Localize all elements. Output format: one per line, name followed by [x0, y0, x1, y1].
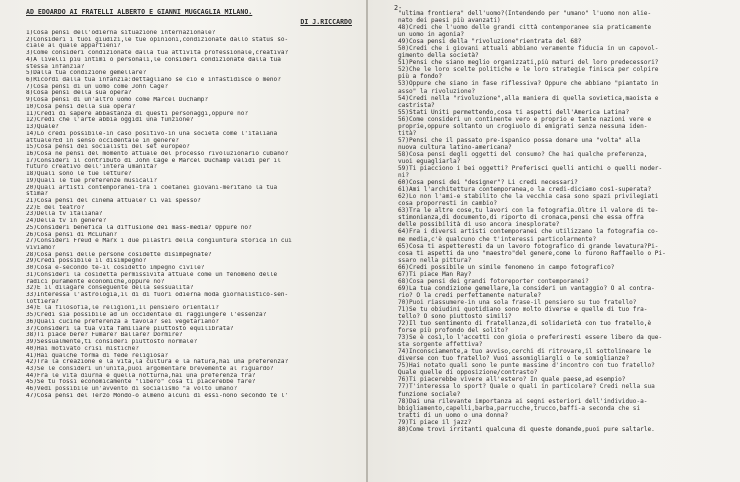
text-line: 78)Dai una rilevante importanza ai segni esteriori dell'individuo-a- [398, 397, 648, 405]
text-line: 14)Lo credi possibile-in caso positivo-in una società come l'italiana [26, 130, 278, 137]
text-line: 60)Cosa pensi dei "designer"? Li credi necessari? [398, 179, 578, 187]
text-line: 20)Quali artisti contemporanei-tra i coetanei giovani-meritano la tua [26, 184, 278, 191]
text-line: 76)Ti piacerebbe vivere all'estero? In quale paese,ad esempio? [398, 376, 626, 384]
text-line: 45)Se tu fossi economicamente "libero" cosa ti piacerebbe fare? [26, 379, 256, 386]
text-line: 29)Credi possibile il disimpegno? [26, 258, 147, 265]
text-line: ssaro nella pittura? [398, 256, 472, 264]
question-list-left [26, 30, 360, 400]
text-line: 37)Consideri la tua vita familiare piuttosto equilibrata? [26, 325, 234, 332]
text-line: 3)Come consideri condizionate dalla tua attività professionale,creativa? [26, 50, 289, 57]
text-line: me media,c'è qualcuno che t'interessi particolarmente? [398, 235, 597, 243]
text-line: funzione sociale? [398, 390, 461, 398]
text-line: un uomo in agonia? [398, 31, 465, 39]
text-line: 65)Cosa ti aspetteresti da un lavoro fotografico di grande levatura?Pi- [398, 242, 659, 250]
text-line: 15)Cosa pensi dei socialisti del set europeo? [26, 144, 190, 151]
text-line: 26)Cosa pensi di McLuhan? [26, 231, 118, 238]
text-line: 46)Vedi possibile un'avvento di socialismo "a volto umano? [26, 386, 238, 393]
text-line: 42)Tra la creazione e la vita,la cultura e la natura,hai una preferenza? [26, 359, 289, 366]
text-line: 32)E il dilagare conseguente della sessualità? [26, 285, 194, 292]
text-line: 75)Hai notato quali sono le punte massime d'incontro con tuo fratello? [398, 362, 655, 370]
text-line: 61)Ami l'architettura contemporanea,o la credi-diciamo così-superata? [398, 186, 652, 194]
text-line: 1)Cosa pensi dell'odierna situazione internazionale? [26, 30, 216, 36]
text-line: 6)Ricordi dalla tua infanzia:dettagliano se ciò è infastidisce o meno? [26, 77, 281, 84]
text-line: futuro creativo dell'intera umanità? [26, 164, 158, 171]
text-line: gimento della società? [398, 52, 479, 60]
text-line: 39)Sessualmente,ti consideri piuttosto normale? [26, 339, 198, 346]
text-line: stimonianza,di documento,di riporto di cronaca,pensi che essa offra [398, 214, 644, 222]
text-line: nato dei paesi più avanzati) [398, 17, 501, 25]
text-line: 38)Ti piace bere? Fumare? Ballare? Dormire? [26, 332, 183, 339]
text-line: 17)Consideri il contributo di John Cage e Marcel Duchamp validi per il [26, 157, 281, 164]
text-line: 62)Lo non l'ami-e stabilito che la vecchia casa sono spazi privilegiati [398, 193, 659, 201]
text-line: 12)Credi che l'arte abbia oggidì una funzione? [26, 117, 194, 124]
text-line: 23)Della tv italiana? [26, 211, 103, 218]
text-line: vuoi eguagliarla? [398, 157, 461, 165]
text-line: 67)Ti piace Man Ray? [398, 270, 472, 278]
left-page [0, 0, 366, 482]
text-line: 2)Consideri i tuoi giudizi,le tue opinioni,condizionate dallo status so- [26, 36, 289, 43]
text-line: castrista? [398, 101, 435, 109]
text-line: più a fondo? [398, 73, 443, 81]
text-line: 49)Cosa pensi della "rivoluzione"rientrata del 68? [398, 38, 582, 46]
text-line: 70)Puoi riassumere-in una sola frase-il pensiero su tuo fratello? [398, 298, 637, 306]
text-line: 33)Interessa l'astrologia,il di di fuori odierna moda giornalistico-sen- [26, 292, 289, 299]
text-line: 25)Consideri benefica la diffusione dei mass-media? Oppure no? [26, 224, 252, 231]
text-line: 27)Consideri Freud e Marx i due pilastri della congiuntura storica in cui [26, 238, 292, 245]
text-line: 43)Se le consideri un'unità,puoi argomentare brevemente al riguardo? [26, 365, 274, 372]
text-line: 48)Credi che l'uomo delle grandi città contemporanee sia praticamente [398, 24, 652, 32]
text-line: 64)Fra i diversi artisti contemporanei che utilizzano la fotografia co- [398, 228, 659, 236]
text-line: 16)Cosa ne pensi del momento attuale del processo rivoluzionario cubano? [26, 150, 289, 157]
text-line: 10)Cosa pensi della sua opera? [26, 103, 136, 110]
text-line: proprie,oppure soltanto un crogiuolo di emigrati senza nessuna iden- [398, 122, 648, 130]
text-line: ni? [398, 172, 410, 180]
text-line: delle possibilità di uso ancora inesplorate? [398, 221, 560, 229]
text-line: 7)Cosa pensi di un uomo come John Cage? [26, 83, 168, 90]
text-line: 22)E del teatro? [26, 204, 85, 211]
text-line: 8)Cosa pensi della sua opera? [26, 90, 132, 97]
text-line: 52)Che le loro scelte politiche e le loro strategie finisca per colpire [398, 66, 659, 74]
text-line: 18)Quali sono le tue letture? [26, 171, 132, 178]
text-line: 34)E la filosofia,le religioni,il pensiero orientali? [26, 305, 219, 312]
text-line: 68)Cosa pensi dei grandi fotoreporter contemporanei? [398, 277, 589, 285]
text-line: forse più profondo del solito? [398, 327, 509, 335]
text-line: viviamo? [26, 245, 56, 251]
text-line: 40)Hai motivato crisi mistiche? [26, 345, 139, 352]
text-line: 21)Cosa pensi del cinema attuale? Ci vai spesso? [26, 197, 201, 204]
text-line: 13)Quale? [26, 124, 59, 131]
text-line: 79)Ti piace il jazz? [398, 418, 472, 426]
text-line: stessa infanzia? [26, 63, 85, 70]
text-line: 53)Oppure che siano in fase riflessiva? Oppure che abbiano "piantato in [398, 80, 659, 88]
text-line: diverse con tuo fratello? Vuoi assomigliargli o le somiglianze? [398, 355, 630, 363]
text-line: 57)Pensi che il passato pre-ispanico possa donare una "volta" alla [398, 136, 641, 144]
text-line: 44)Fra le vita diurna e quella notturna,hai una preferenza fra? [26, 372, 256, 379]
text-line: 80)Come trovi irritanti qualcuna di queste domande,puoi pure saltarle. [398, 425, 655, 433]
text-line: 28)Cosa pensi delle persone cosidette disimpegnate? [26, 251, 212, 258]
text-line: radici puramente economiche,oppure no? [26, 278, 165, 285]
text-line: 19)Quali le tue preferenze musicali? [26, 177, 158, 184]
text-line: cosa ti aspetti da uno "maestro"del genere,come lo furono Raffaello o Pi- [398, 249, 666, 257]
text-line: 54)Credi nella "rivoluzione",alla maniera di quella sovietica,maoista e [398, 94, 659, 102]
text-line: 56)Come consideri un continente vero e proprio e tante nazioni vere e [398, 115, 652, 123]
text-line: asso" la rivoluzione? [398, 87, 476, 95]
text-line: Quale quelle di opposizione/contrasto? [398, 369, 538, 377]
text-line: 9)Cosa pensi di un'altro uomo come Marcel Duchamp? [26, 97, 209, 104]
text-line: 73)Se è così,lo l'accetti con gioia o preferiresti essere libero da que- [398, 334, 663, 342]
text-line: 11)Credi di sapere abbastanza di questi personaggi,oppure no? [26, 110, 249, 117]
text-line: 69)La tua condizione gemellare,la consideri un vantaggio? O al contra- [398, 284, 655, 292]
text-line: 77)T'interessa lo sport? Quale o quali in particolare? Credi nella sua [398, 383, 655, 391]
text-line: "ultima frontiera" dell'uomo?(Intendendo per "umano" l'uomo non alie- [398, 10, 652, 17]
author-subheading: DI J.RICCARDO [300, 18, 352, 26]
document-header: AD EDOARDO AI FRATELLI ALBERTO E GIANNI MUGCAGLIA MILANO. [26, 8, 253, 16]
text-line: 35)Credi sia possibile ad un occidentale di raggiungere l'essenza? [26, 312, 267, 319]
text-line: 5)Dalla tua condizione gemellare? [26, 70, 147, 77]
text-line: 72)Il tuo sentimento di fratellanza,di solidarietà con tuo fratello,è [398, 320, 652, 328]
text-line: 66)Credi possibile un simile fenomeno in campo fotografico? [398, 263, 615, 271]
question-list-right [398, 10, 736, 433]
text-line: 59)Ti piacciono i bei oggetti? Preferisci quelli antichi o quelli moder- [398, 165, 663, 173]
text-line: 30)Cosa è-secondo te-il cosidetto impegno civile? [26, 265, 205, 272]
page-number: 2- [394, 4, 403, 12]
text-line: 71)Se tu obiudini quotidiano sono molto diverse e quelle di tuo fra- [398, 305, 648, 313]
text-line: stima? [26, 191, 48, 198]
text-line: 47)Cosa pensi del Terzo Mondo-o almeno alcuni di essi-nono secondo te l' [26, 392, 289, 399]
text-line: 58)Cosa pensi degli oggetti del consumo? Che hai qualche preferenza, [398, 150, 648, 158]
text-line: 74)Inconsciamente,a tuo avviso,cerchi di ritrovare,il sottolineare le [398, 348, 652, 356]
text-line: lottiera? [26, 298, 59, 305]
text-line: 51)Pensi che siano meglio organizzati,più maturi del loro predecessori? [398, 59, 659, 67]
text-line: 36)Quali cucine preferenza a tavola? sei vegetariano? [26, 318, 219, 325]
text-line: 41)Hai qualche forma di fede religiosa? [26, 352, 168, 359]
text-line: tratti di un uomo o una donna? [398, 411, 509, 419]
text-line: tello? O sono piuttosto simili? [398, 313, 512, 321]
text-line: attuale?Ed in senso occidentale in genere? [26, 137, 179, 144]
text-line: tità? [398, 129, 417, 137]
text-line: sta sorgente affettiva? [398, 341, 483, 349]
text-line: 63)Tra le altre cose,tu lavori con la fotografia.Oltre il valore di te- [398, 207, 659, 215]
text-line: 31)Consideri la cosidetta permissività attuale come un fenomeno delle [26, 271, 278, 278]
text-line: 4)A livelli più intimi o personali,le consideri condizionate dalla tua [26, 56, 281, 63]
text-line: 24)Della tv in genere? [26, 218, 107, 225]
right-page [368, 0, 740, 482]
text-line: cosa proporresti in cambio? [398, 200, 498, 208]
text-line: bbigliamento,capelli,barba,parrucche,trucco,baffi-a seconda che si [398, 404, 641, 412]
text-line: nuova cultura latino-americana? [398, 143, 512, 151]
text-line: rio? O la credi perfettamente naturale? [398, 291, 542, 299]
text-line: ciale al quale appartieni? [26, 43, 121, 50]
text-line: 55)Stati Uniti permettendo,cosa ti aspetti dell'America Latina? [398, 108, 630, 116]
text-line: 50)Credi che i giovani attuali abbiano veramente fiducia in un capovol- [398, 45, 659, 53]
